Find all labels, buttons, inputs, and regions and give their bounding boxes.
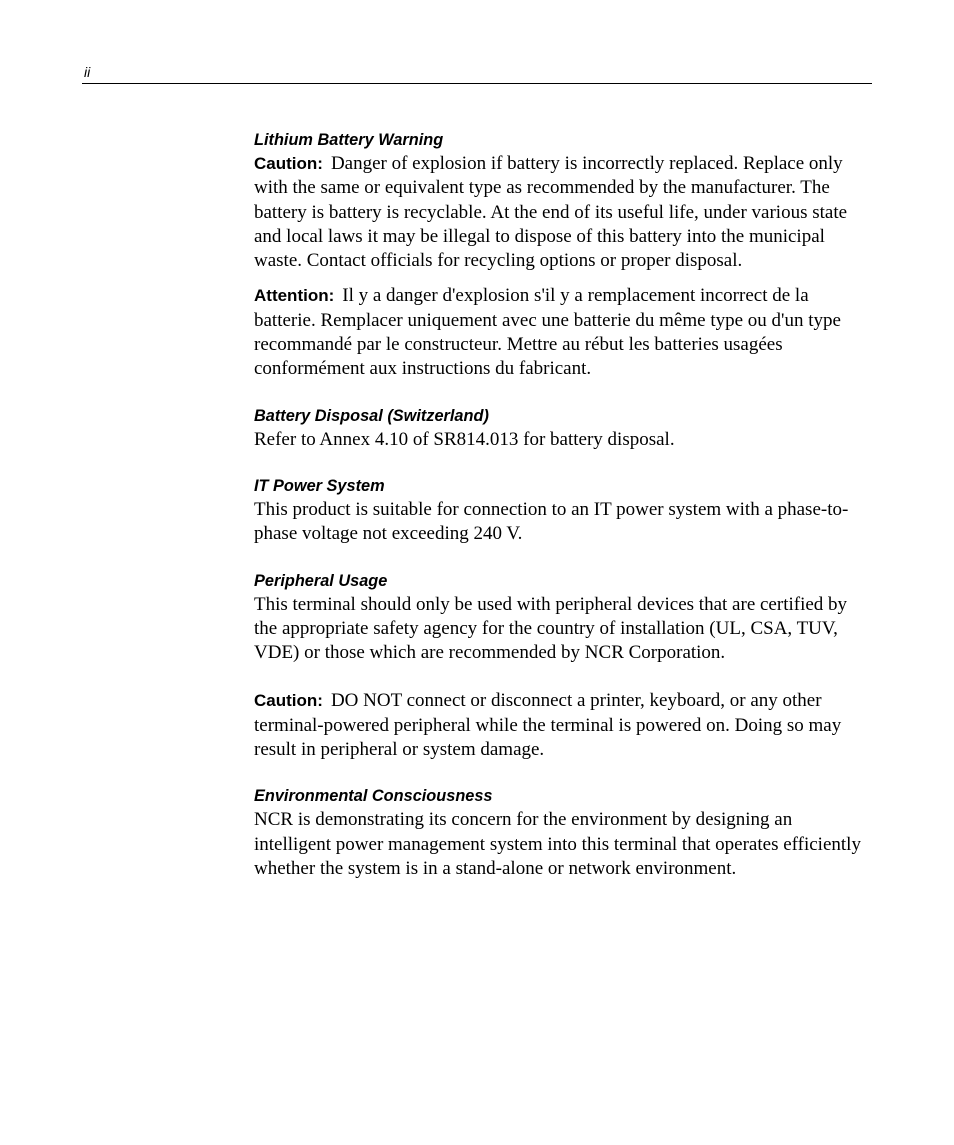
attention-text: Il y a danger d'explosion s'il y a remplacement incorrect de la batterie. Remplacer uniquement avec une batterie du même type ou d'un type recommandé par le constructeur. Mettre au rébut les batteries usagées conformément aux instructions du fabricant. <box>254 285 841 380</box>
lithium-attention-paragraph <box>254 284 869 381</box>
caution-label: Caution: <box>254 154 323 173</box>
caution-text: DO NOT connect or disconnect a printer, keyboard, or any other terminal-powered peripheral while the terminal is powered on. Doing so may result in peripheral or system damage. <box>254 690 842 761</box>
peripheral-caution-paragraph <box>254 689 869 762</box>
header-rule <box>82 83 872 84</box>
it-power-text: This product is suitable for connection to an IT power system with a phase-to-phase voltage not exceeding 240 V. <box>254 498 849 545</box>
page-content <box>254 128 869 881</box>
heading-environmental-consciousness: Environmental Consciousness <box>254 786 493 806</box>
heading-lithium-battery-warning: Lithium Battery Warning <box>254 130 444 149</box>
caution-text: Danger of explosion if battery is incorrectly replaced. Replace only with the same or equivalent type as recommended by the manufacturer. The battery is battery is recyclable. At the end of its useful life, under various state and local laws it may be illegal to dispose of this battery into the municipal waste. Contact officials for recycling options or proper disposal. <box>254 153 848 272</box>
heading-battery-disposal: Battery Disposal (Switzerland) <box>254 405 489 425</box>
peripheral-usage-text: This terminal should only be used with peripheral devices that are certified by the appropriate safety agency for the country of installation (UL, CSA, TUV, VDE) or those which are recommended by NCR Corporation. <box>254 593 848 664</box>
attention-label: Attention: <box>254 286 335 306</box>
page-number: ii <box>84 64 91 80</box>
heading-peripheral-usage: Peripheral Usage <box>254 570 388 590</box>
battery-disposal-text: Refer to Annex 4.10 of SR814.013 for battery disposal. <box>254 428 675 450</box>
lithium-caution-paragraph <box>254 152 869 273</box>
caution-label: Caution: <box>254 691 323 711</box>
environmental-text: NCR is demonstrating its concern for the environment by designing an intelligent power management system into this terminal that operates efficiently whether the system is in a stand-alone or network environment. <box>254 809 861 879</box>
heading-it-power-system: IT Power System <box>254 475 385 495</box>
